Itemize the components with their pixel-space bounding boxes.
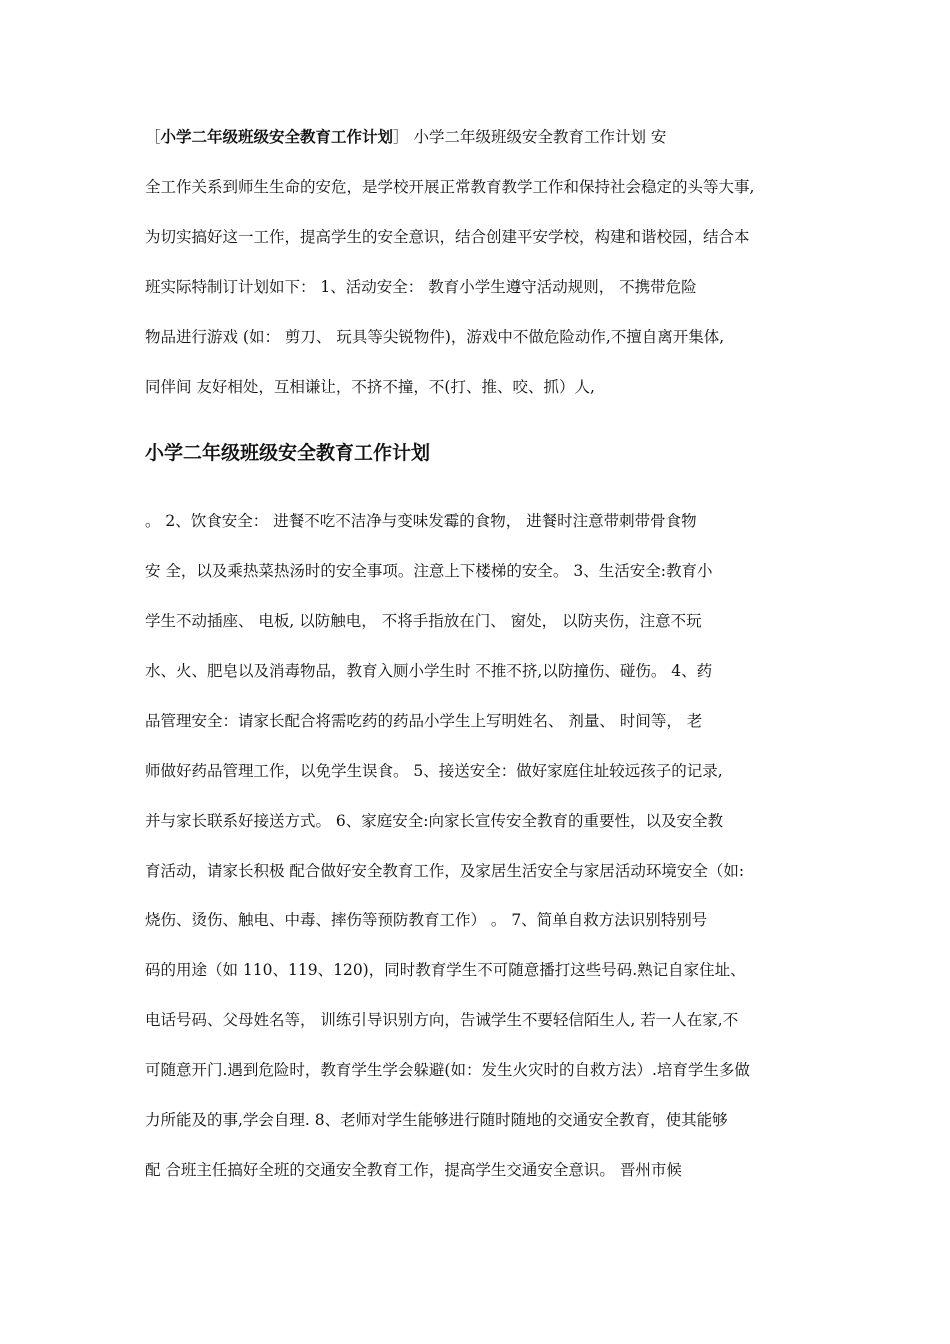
paragraph-2-line-4: 水、火、肥皂以及消毒物品，教育入厕小学生时 不推不挤,以防撞伤、碰伤。 4、药 (145, 662, 713, 680)
paragraph-1-line-5: 物品进行游戏 (如： 剪刀、 玩具等尖锐物件)，游戏中不做危险动作,不擅自离开集体, (145, 328, 725, 346)
paragraph-2-line-9: 烧伤、烫伤、触电、中毒、摔伤等预防教育工作） 。 7、简单自救方法识别特别号 (145, 911, 708, 929)
line-text: ］ 小学二年级班级安全教育工作计划 安 (393, 128, 667, 146)
paragraph-2-line-3: 学生不动插座、 电板, 以防触电， 不将手指放在门、 窗处， 以防夹伤，注意不玩 (145, 612, 702, 630)
paragraph-1-line-6: 同伴间 友好相处，互相谦让，不挤不撞，不(打、推、咬、抓）人, (145, 378, 595, 396)
paragraph-1-line-1 (145, 127, 815, 147)
paragraph-2-line-14: 配 合班主任搞好全班的交通安全教育工作，提高学生交通安全意识。 晋州市候 (145, 1161, 682, 1179)
paragraph-2-line-11: 电话号码、父母姓名等， 训练引导识别方向，告诫学生不要轻信陌生人, 若一人在家,不 (145, 1011, 739, 1029)
paragraph-2-line-7: 并与家长联系好接送方式。 6、家庭安全:向家长宣传安全教育的重要性，以及安全教 (145, 812, 724, 830)
paragraph-1-line-2: 全工作关系到师生生命的安危，是学校开展正常教育教学工作和保持社会稳定的头等大事, (145, 178, 755, 196)
paragraph-2-line-13: 力所能及的事,学会自理. 8、老师对学生能够进行随时随地的交通安全教育，使其能够 (145, 1111, 728, 1129)
paragraph-2-line-6: 师做好药品管理工作，以免学生误食。 5、接送安全：做好家庭住址较远孩子的记录, (145, 762, 723, 780)
paragraph-2-line-8: 育活动，请家长积极 配合做好安全教育工作，及家居生活安全与家居活动环境安全（如: (145, 862, 745, 880)
section-heading: 小学二年级班级安全教育工作计划 (145, 442, 431, 464)
paragraph-2-line-10: 码的用途（如 110、119、120)，同时教育学生不可随意播打这些号码.熟记自家住址、 (145, 961, 746, 979)
paragraph-1-line-4: 班实际特制订计划如下： 1、活动安全： 教育小学生遵守活动规则， 不携带危险 (145, 278, 697, 296)
bracket-open: ［ (145, 128, 161, 146)
paragraph-2-line-1: 。 2、饮食安全： 进餐不吃不洁净与变味发霉的食物， 进餐时注意带刺带骨食物 (145, 512, 697, 530)
paragraph-2-line-5: 品管理安全：请家长配合将需吃药的药品小学生上写明姓名、 剂量、 时间等， 老 (145, 712, 703, 730)
paragraph-2-line-12: 可随意开门.遇到危险时，教育学生学会躲避(如：发生火灾时的自救方法）.培育学生多做 (145, 1061, 750, 1079)
bold-title: 小学二年级班级安全教育工作计划 (160, 127, 394, 146)
paragraph-1-line-3: 为切实搞好这一工作，提高学生的安全意识，结合创建平安学校，构建和谐校园，结合本 (145, 228, 750, 246)
paragraph-2-line-2: 安 全，以及乘热菜热汤时的安全事项。注意上下楼梯的安全。 3、生活安全:教育小 (145, 562, 713, 580)
